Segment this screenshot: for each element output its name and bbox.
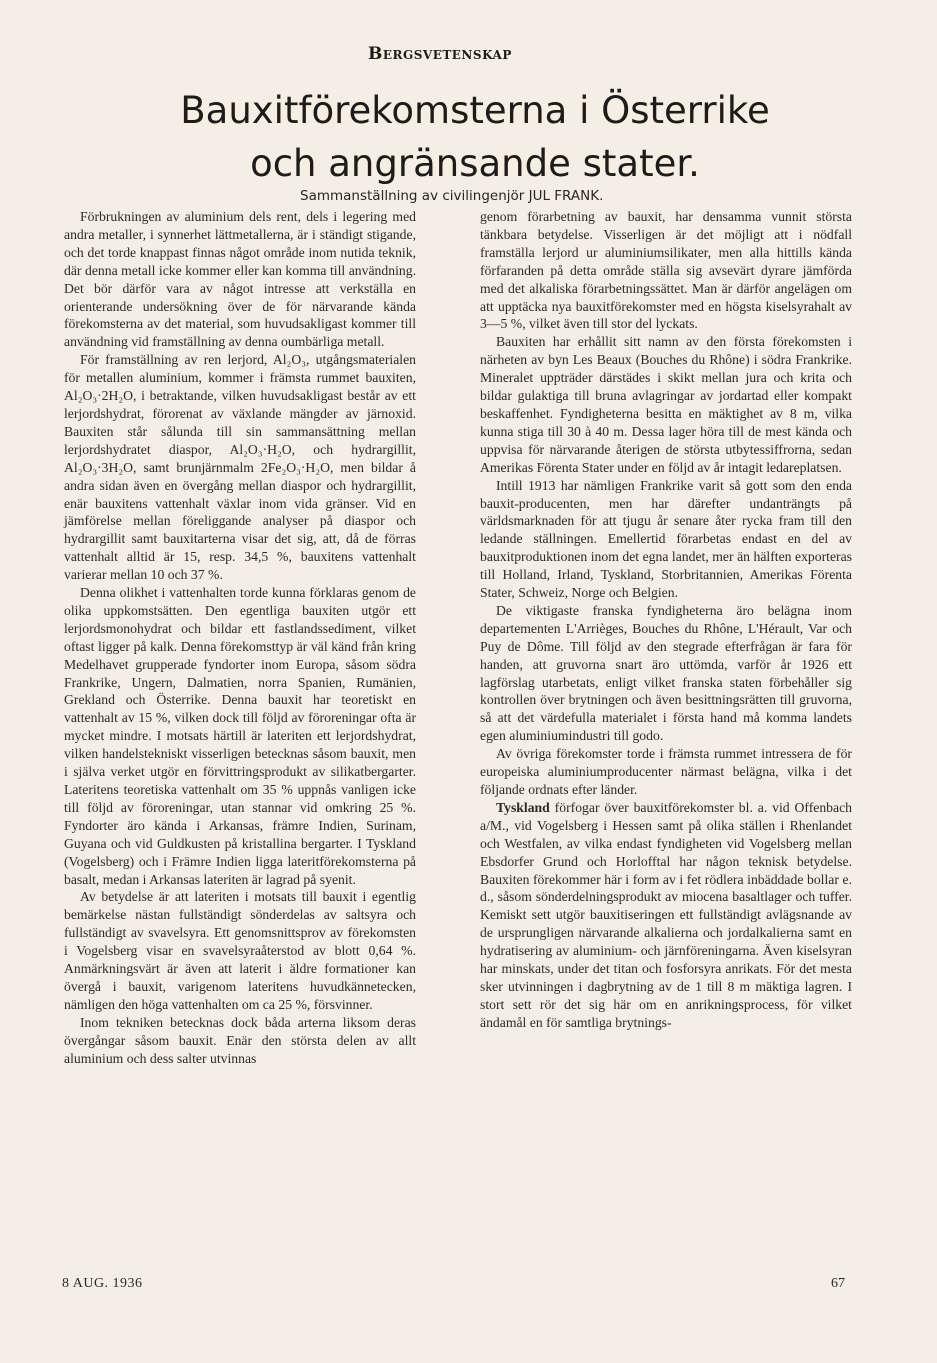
article-title: Bauxitförekomsterna i Österrike och angränsande stater. [180, 89, 770, 185]
paragraph: Intill 1913 har nämligen Frankrike varit så gott som den enda bauxit-producenten, men har därefter undanträngts på världsmarknaden för att tjugu år senare åter rycka fram till den ledande ställningen. Emellertid förarbetas endast en del av bauxitproduktionen inom det egna landet, mer än hälften exporteras till Holland, Irland, Tyskland, Storbritannien, Amerikas Förenta Stater, Schweiz, Norge och Belgien. [480, 477, 852, 601]
paragraph: Av betydelse är att lateriten i motsats till bauxit i egentlig bemärkelse nästan fullständigt sönderdelas av saltsyra och fullständigt av svavelsyra. Ett genomsnittsprov av förekomsten i Vogelsberg visar en svavelsyraåterstod av blott 0,64 %. Anmärkningsvärt är även att laterit i äldre formationer kan övergå i bauxit, varigenom lateritens huvudkännetecken, nämligen den höga vattenhalten om ca 25 %, försvinner. [64, 889, 416, 1012]
paragraph-lead-word: Tyskland [496, 799, 550, 815]
page-number: 67 [831, 1276, 845, 1291]
paragraph: Inom tekniken betecknas dock båda arterna liksom deras övergångar såsom bauxit. Enär den största delen av allt aluminium och dess salter utvinnas [64, 1014, 416, 1066]
paragraph: De viktigaste franska fyndigheterna äro belägna inom departementen L'Arrièges, Bouches du Rhône, L'Hérault, Var och Puy de Dôme. Till följd av den stegrade efterfrågan är fara för handen, att gruvorna snart äro uttömda, varför år 1926 ett lagförslag utarbetats, enligt vilket franska staten förbehåller sig kontrollen över brytningen och även besittningsrätten till gruvorna, så att det värdefulla materialet i första hand må komma landets egen aluminiumindustri till godo. [480, 602, 852, 744]
paragraph: genom förarbetning av bauxit, har densamma vunnit största tänkbara betydelse. Visserligen är det möjligt att i nödfall framställa lerjord ur aluminiumsilikater, men alla hittills kända förfaranden på detta område ställa sig avsevärt dyrare jämförda med det alkaliska förarbetningssättet. Man är därför angelägen om att upptäcka nya bauxitförekomster med en högsta kiselsyrahalt av 3—5 %, vilket även till stor del lyckats. [480, 209, 852, 332]
paragraph-tyskland [480, 799, 852, 1032]
paragraph: Förbrukningen av aluminium dels rent, dels i legering med andra metaller, i synnerhet lättmetallerna, är i ständigt stigande, och det torde knappast finnas något område inom nutida teknik, där denna metall icke kommer eller kan komma till användning. Det bör därför vara av något intresse att verkställa en orienterande undersökning över de för närvarande kända förekomsterna av det material, som huvudsakligast kommer till användning vid framställning av denna oumbärliga metall. [64, 209, 416, 350]
paragraph: För framställning av ren lerjord, Al₂O₃, utgångsmaterialen för metallen aluminium, kommer i främsta rummet bauxiten, Al₂O₃·2H₂O, i betraktande, vilken huvudsakligast består av ett lerjordshydrat, förorenat av växlande mängder av järnoxid. Bauxiten står sålunda till sin sammansättning mellan lerjordshydratet diaspor, Al₂O₃·H₂O, och hydrargillit, Al₂O₃·3H₂O, samt brunjärnmalm 2Fe₂O₃·H₂O, men bildar å andra sidan även en övergång mellan diaspor och hydrargillit, enär bauxitens vattenhalt växlar inom vida gränser. Vid en jämförelse mellan föreliggande analyser på diaspor och hydrargillit samt bauxitarterna visar det sig, att, då de förras vattenhalt alltid är 15, resp. 34,5 %, bauxitens vattenhalt varierar mellan 10 och 37 %. [64, 352, 416, 583]
left-column [64, 208, 416, 1068]
section-heading: Bergsvetenskap [368, 44, 512, 64]
paragraph-body: förfogar över bauxitförekomster bl. a. vid Offenbach a/M., vid Vogelsberg i Hessen samt på olika ställen i Rhenlandet och Westfalen, av vilka endast fyndigheten vid Vogelsberg mellan Ebsdorfer Grund och Horlofftal har någon teknisk betydelse. Bauxiten förekommer här i form av i fet rödlera inbäddade bollar e. d., såsom sönderdelningsprodukt av miocena basaltlager och tuffer. Kemiskt sett utgör bauxitiseringen ett fullständigt avlägsnande av de ursprungligen närvarande alkalierna och jordalkalierna samt en hydratisering av aluminium- och järnföreningarna. Även kiselsyran har minskats, under det titan och fosforsyra anrikats. För det mesta sker utvinningen i dagbrytning av de 1 till 8 m mäktiga lagren. I stort sett rör det sig här om en anrikningsprocess, för vilket ändamål en för samtliga brytnings- [480, 799, 853, 1030]
paragraph: Av övriga förekomster torde i främsta rummet intressera de för europeiska aluminiumproducenter närmast belägna, vilka i det följande ordnats efter länder. [480, 746, 852, 797]
article-byline: Sammanställning av civilingenjör JUL FRANK. [300, 188, 604, 204]
paragraph: Denna olikhet i vattenhalten torde kunna förklaras genom de olika uppkomstsätten. Den egentliga bauxiten utgör ett lerjordsmonohydrat och bildar ett fastlandssediment, vilket oftast ligger på kalk. Denna förekomsttyp är väl känd från kring Medelhavet grupperade fyndorter inom Europa, såsom södra Frankrike, Ungern, Dalmatien, norra Spanien, Rumänien, Grekland och Österrike. Denna bauxit har teoretiskt en vattenhalt av 15 %, vilken dock till följd av föroreningar ofta är mycket mindre. I motsats härtill är lateriten ett lerjordshydrat, vilken handelstekniskt visserligen betecknas såsom bauxit, men i själva verket utgör en förvittringsprodukt av silikatbergarter. Lateritens teoretiska vattenhalt om 35 % uppnås vanligen icke till följd av föroreningar, utan stannar vid omkring 25 %. Fyndorter äro kända i Arkansas, främre Indien, Surinam, Guyana och vid Guldkusten på kristallina bergarter. I Tyskland (Vogelsberg) och i Främre Indien ligga lateritförekomsterna på basalt, medan i Arkansas lateriten är lagrad på syenit. [64, 585, 416, 887]
paragraph: Bauxiten har erhållit sitt namn av den första förekomsten i närheten av byn Les Beaux (Bouches du Rhône) i södra Frankrike. Mineralet uppträder därstädes i skikt mellan jura och krita och bildar gulaktiga till bruna avlagringar av jordartad eller kompakt beskaffenhet. Fyndigheterna besitta en mäktighet av 8 m, vilka kunna stiga till 30 à 40 m. Dessa lager höra till de mest kända och uppvisa för närvarande återigen de största utbytessiffrorna, sedan Amerikas Förenta Stater under en följd av år intagit ledareplatsen. [480, 334, 852, 475]
issue-date: 8 AUG. 1936 [62, 1276, 143, 1291]
right-column [480, 208, 852, 1032]
